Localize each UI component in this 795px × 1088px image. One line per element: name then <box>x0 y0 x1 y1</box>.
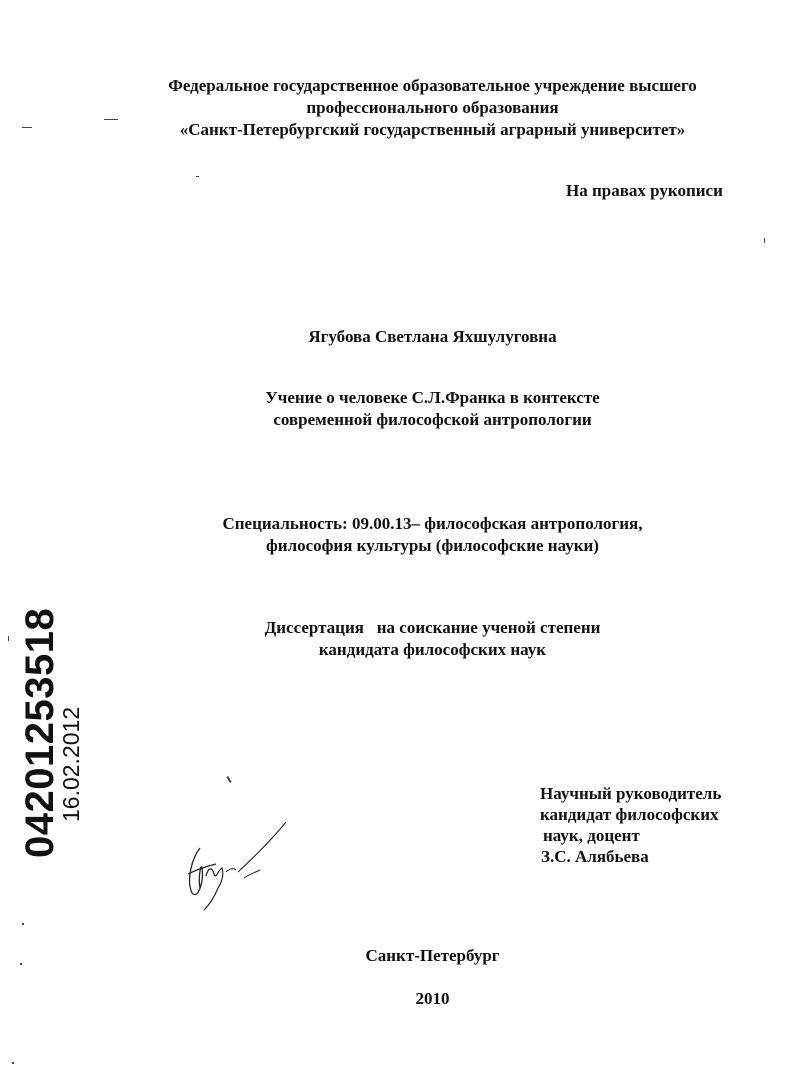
scan-speck <box>22 127 32 128</box>
scan-speck <box>226 776 231 783</box>
scan-speck <box>196 176 199 177</box>
supervisor-line-2: кандидат философских <box>540 805 719 824</box>
supervisor-name: З.С. Алябьева <box>541 847 649 866</box>
city: Санкт-Петербург <box>365 946 500 965</box>
dissertation-title-line-2: современной философской антропологии <box>273 410 592 429</box>
institution-line-1: Федеральное государственное образовательное учреждение высшего <box>168 76 697 95</box>
supervisor-line-3: наук, доцент <box>543 826 640 845</box>
library-stamp-number: 04201253518 <box>18 607 62 858</box>
signature-icon <box>178 818 293 913</box>
year: 2010 <box>415 989 450 1008</box>
scan-speck <box>104 119 118 120</box>
dissertation-title-line-1: Учение о человеке С.Л.Франка в контексте <box>265 388 600 407</box>
specialty-line-1: Специальность: 09.00.13– философская антропология, <box>222 514 643 533</box>
manuscript-note: На правах рукописи <box>566 181 723 200</box>
degree-line-2: кандидата философских наук <box>318 640 547 659</box>
author-name: Ягубова Светлана Яхшулуговна <box>308 327 557 346</box>
institution-line-2: профессионального образования <box>306 98 559 117</box>
library-stamp-date: 16.02.2012 <box>58 706 84 822</box>
scan-speck <box>8 636 9 641</box>
degree-line-1: Диссертация на соискание ученой степени <box>264 618 601 637</box>
institution-line-3: «Санкт-Петербургский государственный аграрный университет» <box>179 120 686 139</box>
scan-speck <box>22 923 24 925</box>
scan-speck <box>12 1062 14 1064</box>
supervisor-line-1: Научный руководитель <box>540 784 722 803</box>
scan-speck <box>764 238 765 243</box>
scan-speck <box>20 963 22 965</box>
specialty-line-2: философия культуры (философские науки) <box>266 536 599 555</box>
